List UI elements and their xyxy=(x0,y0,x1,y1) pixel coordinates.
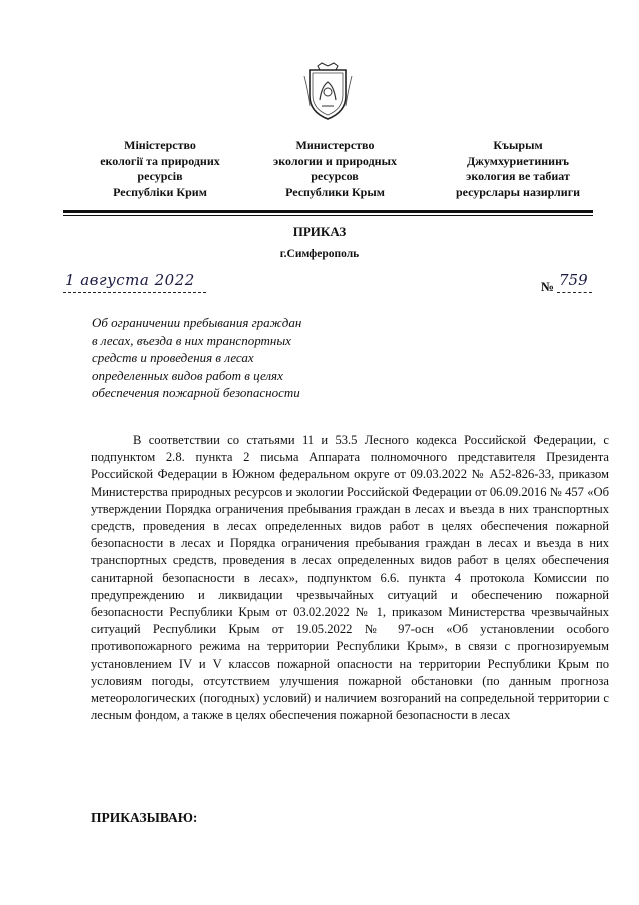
header-ukrainian-line: Республіки Крим xyxy=(113,184,207,199)
number-label: № xyxy=(541,279,555,294)
header-crimean-tatar-line: Джумхуриетининъ xyxy=(467,153,569,168)
header-russian-line: Республики Крым xyxy=(285,184,385,199)
header-ukrainian-line: ресурсів xyxy=(137,169,183,183)
header-divider-thin xyxy=(63,215,593,216)
header-divider-thick xyxy=(63,210,593,213)
order-word: ПРИКАЗЫВАЮ: xyxy=(91,810,198,825)
header-crimean-tatar xyxy=(443,138,593,200)
header-russian xyxy=(260,138,410,200)
header-crimean-tatar-line: Къырым xyxy=(493,138,543,152)
subject-line: определенных видов работ в целях xyxy=(92,367,283,383)
subject-line: в лесах, въезда в них транспортных xyxy=(92,332,291,348)
header-crimean-tatar-line: экология ве табиат xyxy=(466,169,570,183)
subject xyxy=(92,314,301,402)
body-text xyxy=(91,432,609,724)
subject-line: Об ограничении пребывания граждан xyxy=(92,315,302,330)
date-underline xyxy=(63,292,206,293)
crimea-coat-of-arms-icon xyxy=(302,62,354,122)
subject-line: обеспечения пожарной безопасности xyxy=(92,385,300,400)
number-handwritten: 759 xyxy=(559,271,588,289)
date-handwritten: 1 августа 2022 xyxy=(65,271,195,289)
document-title: ПРИКАЗ xyxy=(292,224,347,239)
header-russian-line: экологии и природных xyxy=(273,153,397,168)
header-crimean-tatar-line: ресурслары назирлиги xyxy=(455,184,581,199)
header-ukrainian-line: Міністерство xyxy=(124,138,196,152)
city: г.Симферополь xyxy=(279,248,360,260)
number-underline xyxy=(557,292,592,293)
subject-line: средств и проведения в лесах xyxy=(92,350,254,365)
body-paragraph: В соответствии со статьями 11 и 53.5 Лесного кодекса Российской Федерации, с подпунктом 2.8. пункта 2 письма Аппарата полномочного представителя Президента Российской Федерации в Южном федеральном округе от 09.03.2022 № А52-826-33, приказом Министерства природных ресурсов и экологии Российской Федерации от 06.09.2016 № 457 «Об утверждении Порядка ограничения пребывания граждан в лесах и въезда в них транспортных средств, проведения в лесах определенных видов работ в целях обеспечения пожарной безопасности в лесах и Порядка ограничения пребывания граждан в лесах и въезда в них транспортных средств, проведения в лесах определенных видов работ в целях обеспечения санитарной безопасности в лесах», подпунктом 6.6. пункта 4 протокола Комиссии по предупреждению и ликвидации чрезвычайных ситуаций и обеспечению пожарной безопасности Республики Крым от 03.02.2022 № 1, приказом Министерства чрезвычайных ситуаций Республики Крым от 19.05.2022 № 97-осн «Об установлении особого противопожарного режима на территории Республики Крым», в связи с прогнозируемым установлением IV и V классов пожарной опасности на территории Республики Крым по условиям погоды, отсутствием улучшения пожарной обстановки (по данным прогноза метеорологических (погодных) условий) и наличием возгораний на сопредельной территории с лесным фондом, а также в целях обеспечения пожарной безопасности в лесах xyxy=(91,433,609,723)
header-russian-line: Министерство xyxy=(295,138,375,152)
header-russian-line: ресурсов xyxy=(311,169,359,183)
header-ukrainian-line: екології та природних xyxy=(100,153,220,168)
header-ukrainian xyxy=(90,138,230,200)
